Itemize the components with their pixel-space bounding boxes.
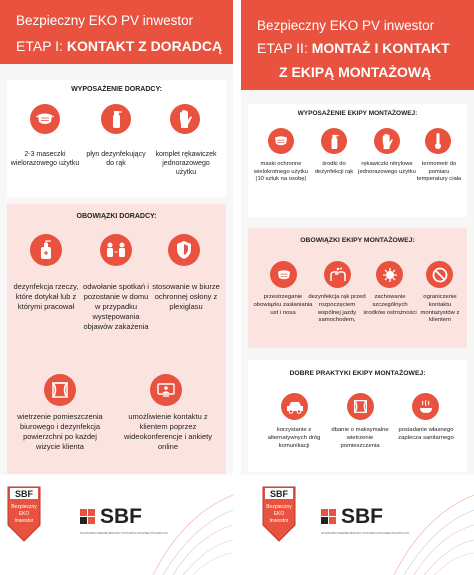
section-title: OBOWIĄZKI DORADCY: <box>76 213 157 220</box>
section-dobre-praktyki <box>248 360 467 472</box>
section-obowiazki-ekipy <box>248 228 467 348</box>
header-title-line1: ETAP II: MONTAŻ I KONTAKT <box>257 40 450 56</box>
item-label: dezynfekcja rzeczy, które dotykał lub z którymi pracował <box>13 282 79 311</box>
glove-icon <box>170 104 200 134</box>
section-obowiazki-doradcy <box>7 204 226 474</box>
no-contact-icon <box>426 261 453 288</box>
footer <box>241 475 474 575</box>
header-subtitle: Bezpieczny EKO PV inwestor <box>16 13 194 28</box>
bezpieczny-eko-inwestor-badge <box>261 485 297 543</box>
window-icon <box>44 374 76 406</box>
item-label: dezynfekcja rąk przed rozpoczęciem wspólnej jazdy samochodem, <box>308 294 366 324</box>
item-label: płyn dezynfekujący do rąk <box>86 151 146 167</box>
mask-icon <box>30 104 60 134</box>
section-title: DOBRE PRAKTYKI EKIPY MONTAŻOWEJ: <box>289 370 426 377</box>
item-label: ograniczenie kontaktu montażystów z klientem <box>420 294 460 324</box>
hands-wash-icon <box>324 261 351 288</box>
item-label: umożliwienie kontaktu z klientem poprzez wideokonferencje i ankiety online <box>124 412 212 451</box>
svg-text:EKO: EKO <box>273 511 285 517</box>
svg-text:SBF: SBF <box>15 489 33 499</box>
food-icon <box>412 393 439 420</box>
item-label: korzystanie z alternatywnych dróg komunikacji <box>267 427 321 449</box>
sbf-logo-subtitle: STOWARZYSZENIE BRANŻY FOTOWOLTAICZNEJ POLSKA PV <box>321 531 409 535</box>
item-label: posiadanie własnego zaplecza sanitarnego <box>398 427 454 441</box>
video-call-icon <box>150 374 182 406</box>
item-label: dbanie o maksymalne wietrzenie pomieszczenia <box>331 427 389 449</box>
item-label: stosowanie w biurze ochronnej osłony z plexiglasu <box>152 282 220 311</box>
svg-text:SBF: SBF <box>270 489 288 499</box>
header-title: ETAP I: KONTAKT Z DORADCĄ <box>16 38 223 54</box>
svg-text:Inwestor: Inwestor <box>14 518 34 524</box>
car-icon <box>281 393 308 420</box>
item-label: 2-3 maseczki wielorazowego użytku <box>10 151 80 167</box>
shield-icon <box>168 234 200 266</box>
sanitizer-icon <box>30 234 62 266</box>
section-title: WYPOSAŻENIE DORADCY: <box>71 86 162 93</box>
sbf-logo-mark-icon <box>321 509 337 525</box>
spray-bottle-icon <box>321 128 347 154</box>
item-label: zachowanie szczególnych środków ostrożności <box>363 294 417 316</box>
sbf-logo-text: SBF <box>341 505 383 528</box>
people-distance-icon <box>100 234 132 266</box>
mask-icon <box>268 128 294 154</box>
window-icon <box>347 393 374 420</box>
item-label: odwołanie spotkań i pozostanie w domu w przypadku występowania objawów zakażenia <box>83 282 149 331</box>
section-title: WYPOSAŻENIE EKIPY MONTAŻOWEJ: <box>297 110 418 117</box>
item-label: wietrzenie pomieszczenia biurowego i dezynfekcja powierzchni po każdej wizycie klienta <box>17 412 103 451</box>
decorative-waves <box>153 475 233 575</box>
panel-etap-1 <box>0 0 233 575</box>
header-etap-1 <box>0 0 233 64</box>
mask-icon <box>270 261 297 288</box>
item-label: przestrzeganie obowiązku zasłaniania ust i nosa <box>253 294 313 316</box>
sbf-logo-mark-icon <box>80 509 96 525</box>
header-subtitle: Bezpieczny EKO PV inwestor <box>257 18 435 33</box>
item-label: środki do dezynfekcji rąk <box>314 161 354 175</box>
decorative-waves <box>394 475 474 575</box>
item-label: komplet rękawiczek jednorazowego użytku <box>155 151 217 176</box>
panel-etap-2 <box>241 0 474 575</box>
thermometer-icon <box>425 128 451 154</box>
item-label: maski ochronne wielokrotnego użytku (10 sztuk na osobę) <box>253 161 309 183</box>
section-wyposazenie-doradcy <box>7 80 226 197</box>
header-title-line2: Z EKIPĄ MONTAŻOWĄ <box>279 64 432 80</box>
item-label: termometr do pomiaru temperatury ciała <box>416 161 462 183</box>
sbf-logo-text: SBF <box>100 505 142 528</box>
section-title: OBOWIĄZKI EKIPY MONTAŻOWEJ: <box>300 237 415 244</box>
glove-icon <box>374 128 400 154</box>
footer <box>0 475 233 575</box>
svg-text:Bezpieczny: Bezpieczny <box>266 504 292 510</box>
bezpieczny-eko-inwestor-badge <box>6 485 42 543</box>
svg-text:EKO: EKO <box>18 511 30 517</box>
svg-text:Inwestor: Inwestor <box>269 518 289 524</box>
item-label: rękawiczki nitrylowe jednorazowego użytku <box>358 161 416 175</box>
spray-bottle-icon <box>101 104 131 134</box>
virus-icon <box>376 261 403 288</box>
svg-text:Bezpieczny: Bezpieczny <box>11 504 37 510</box>
sbf-logo-subtitle: STOWARZYSZENIE BRANŻY FOTOWOLTAICZNEJ POLSKA PV <box>80 531 168 535</box>
section-wyposazenie-ekipy <box>248 104 467 217</box>
header-etap-2 <box>241 0 474 90</box>
